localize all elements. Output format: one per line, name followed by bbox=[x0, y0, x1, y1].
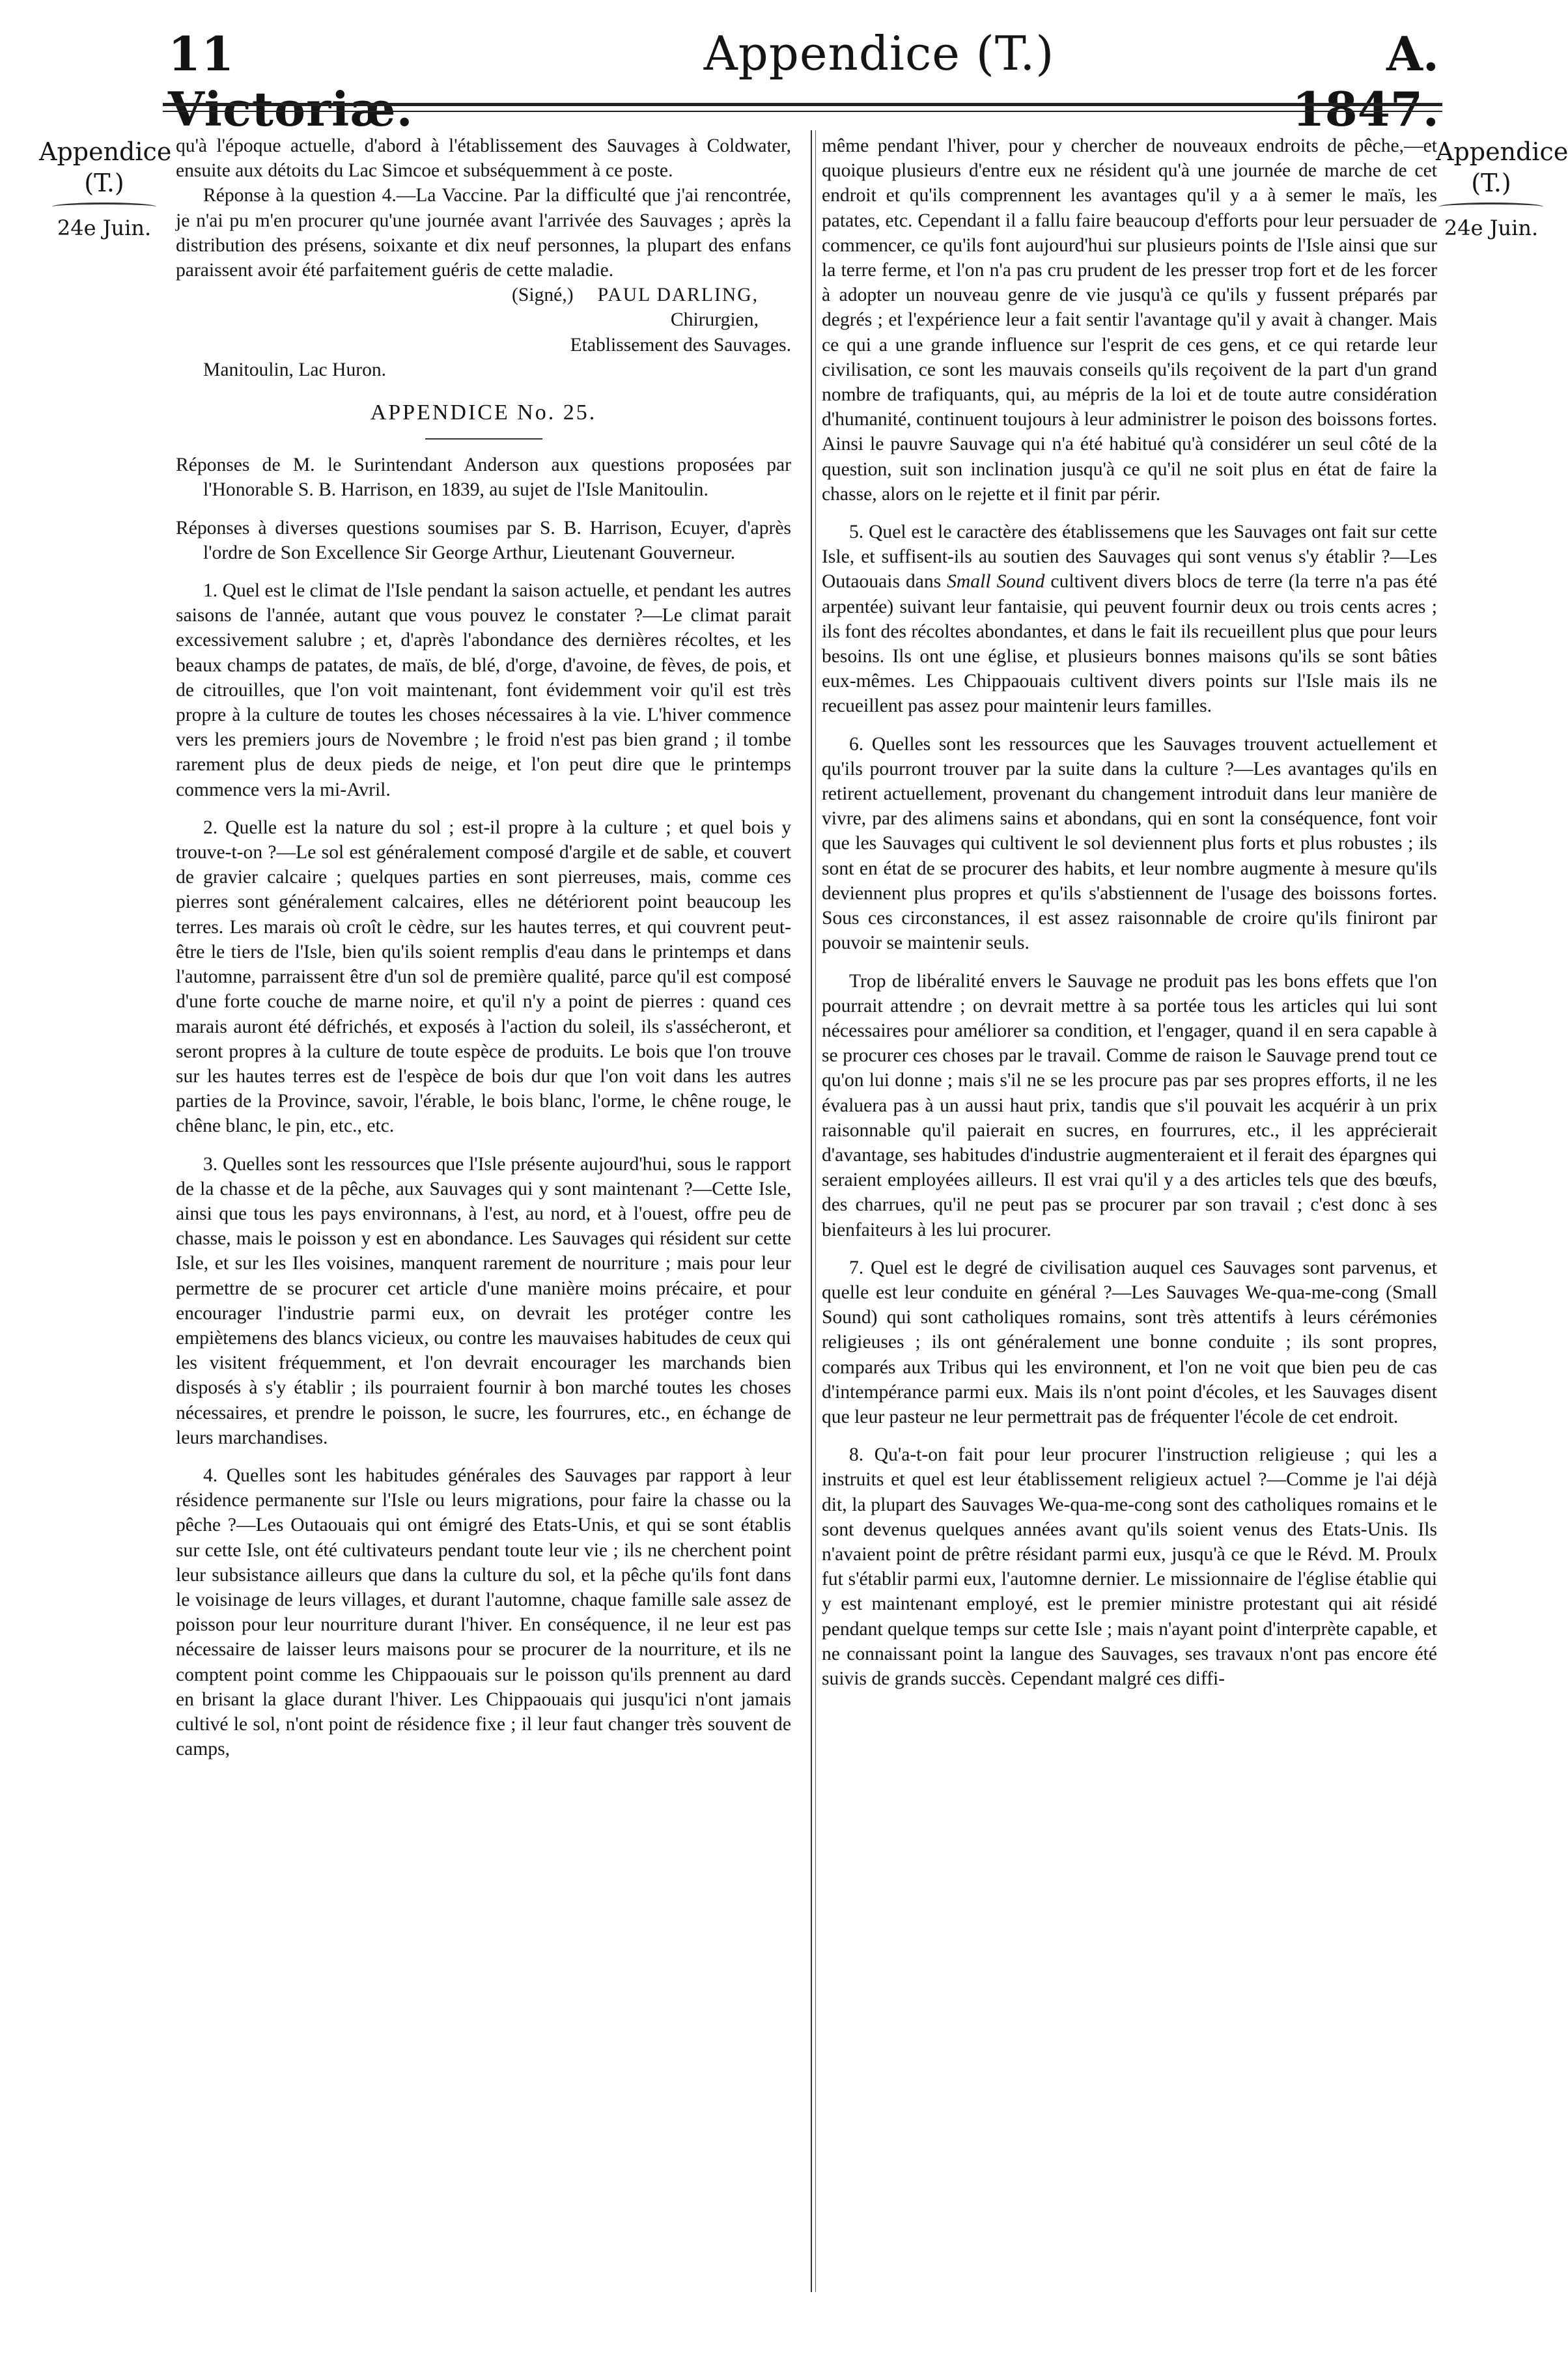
running-header-center: Appendice (T.) bbox=[703, 26, 1055, 81]
question-paragraph: 8. Qu'a-t-on fait pour leur procurer l'instruction religieuse ; qui les a instruits et quel est leur établissement religieux actuel ?—Comme je l'ai déjà dit, la plupart des Sauvages We-qua-me-cong sont des catholiques romains et le sont devenus quelques années avant qu'ils soient venus des Etats-Unis. Ils n'avaient point de prêtre résidant parmi eux, jusqu'à ce que le Révd. M. Proulx fut s'établir parmi eux, l'automne dernier. Le missionnaire de l'église établie qui y est maintenant employé, est le premier ministre protestant qui ait résidé pendant quelque temps sur cette Isle ; mais n'ayant point d'interprète capable, et ne connaissant point la langue des Sauvages, ses travaux n'ont pas encore été suivis de grands succès. Cependant malgré ces diffi- bbox=[822, 1444, 1437, 1689]
margin-code-label: (T.) bbox=[84, 168, 124, 197]
signature-title: Etablissement des Sauvages. bbox=[570, 334, 791, 356]
right-column bbox=[822, 133, 1437, 1691]
question-paragraph bbox=[822, 520, 1437, 719]
running-header-left: 11 Victoriæ. bbox=[168, 26, 413, 137]
header-rule-thick bbox=[163, 103, 1442, 106]
margin-appendice-label: Appendice bbox=[39, 137, 172, 166]
question-paragraph: 2. Quelle est la nature du sol ; est-il propre à la culture ; et quel bois y trouve-t-on ?—Le sol est généralement composé d'argile et de sable, et couvert de gravier calcaire ; quelques parties en sont pierreuses, mais, comme ces pierres sont généralement calcaires, elles ne détériorent point beaucoup les terres. Les marais où croît le cèdre, sur les hautes terres, et qui couvrent peut-être le tiers de l'Isle, bien qu'ils soient remplis d'eau dans le printemps et dans l'automne, parraissent être d'un sol de première qualité, parce qu'il est composé d'une forte couche de marne noire, et qu'il n'y a point de pierres : quand ces marais auront été défrichés, et exposés à l'action du soleil, ils s'assécheront, et seront propres à la culture de toute espèce de produits. Le bois que l'on trouve sur les hautes terres est de l'espèce de bois dur que l'on voit dans les autres parties de la Province, savoir, l'érable, le bois blanc, l'orme, le chêne rouge, le chêne blanc, le pin, etc., etc. bbox=[176, 817, 791, 1137]
paragraph: qu'à l'époque actuelle, d'abord à l'établissement des Sauvages à Coldwater, ensuite aux détoits du Lac Simcoe et subséquemment à ce poste. bbox=[176, 135, 791, 182]
column-divider bbox=[811, 130, 812, 2292]
appendix-heading: APPENDICE No. 25. bbox=[370, 400, 597, 425]
paragraph: Trop de libéralité envers le Sauvage ne produit pas les bons effets que l'on pourrait attendre ; on devrait mettre à sa portée tous les articles qui lui sont nécessaires pour améliorer sa condition, et l'engager, quand il en sera capable à se procurer ces choses par le travail. Comme de raison le Sauvage prend tout ce qu'on lui donne ; mais s'il ne se les procure pas par ses propres efforts, il ne les évaluera pas à un aussi haut prix, tandis que s'il pouvait les acquérir à un prix raisonnable qu'il paierait en sucres, en fourrures, etc., il les apprécierait d'avantage, ses habitudes d'industrie augmenteraient et il ferait des épargnes qui seraient employées ailleurs. Il est vrai qu'il y a des articles tels que des bœufs, des charrues, qu'il ne peut pas se procurer par son travail ; c'est donc à ses bienfaiteurs à les lui procurer. bbox=[822, 970, 1437, 1240]
margin-date-label: 24e Juin. bbox=[1444, 216, 1539, 240]
signature-title: Chirurgien, bbox=[670, 309, 759, 331]
margin-brace bbox=[52, 203, 156, 211]
place-line: Manitoulin, Lac Huron. bbox=[203, 359, 387, 380]
signature-line bbox=[176, 283, 791, 307]
left-margin-note bbox=[39, 137, 172, 241]
question-paragraph: 1. Quel est le climat de l'Isle pendant la saison actuelle, et pendant les autres saisons de l'année, autant que vous pouvez le constater ?—Le climat parait excessivement salubre ; et, d'après l'abondance des dernières récoltes, et les beaux champs de patates, de maïs, de blé, d'orge, d'avoine, de fèves, de pois, et de citrouilles, que l'on voit maintenant, font évidemment voir qu'il est très propre à la culture de toutes les choses nécessaires à la vie. L'hiver commence vers les premiers jours de Novembre ; le froid n'est pas bien grand ; il tombe rarement plus de deux pieds de neige, et l'on peut dire que le printemps commence vers la mi-Avril. bbox=[176, 580, 791, 800]
column-divider-inner bbox=[815, 130, 816, 2292]
left-column bbox=[176, 133, 791, 1761]
question-paragraph: 4. Quelles sont les habitudes générales des Sauvages par rapport à leur résidence permanente sur l'Isle ou leurs migrations, pour faire la chasse ou la pêche ?—Les Outaouais qui ont émigré des Etats-Unis, et qui se sont établis sur cette Isle, ont été cultivateurs pendant toute leur vie ; ils ne cherchent point leur subsistance ailleurs que dans la culture du sol, et la pêche qu'ils font dans le voisinage de leurs villages, et durant l'automne, chaque famille sale assez de poisson pour leur nourriture durant l'hiver. En conséquence, il ne leur est pas nécessaire de laisser leurs maisons pour se procurer de la nourriture, et ils ne comptent point comme les Chippaouais sur le poisson qu'ils prennent au dard en brisant la glace durant l'hiver. Les Chippaouais qui jusqu'ici n'ont jamais cultivé le sol, n'ont point de résidence fixe ; il leur faut changer très souvent de camps, bbox=[176, 1464, 791, 1760]
italic-text-run: Small Sound bbox=[947, 571, 1045, 593]
question-paragraph: 3. Quelles sont les ressources que l'Isle présente aujourd'hui, sous le rapport de la chasse et de la pêche, aux Sauvages qui y sont maintenant ?—Cette Isle, ainsi que tous les pays environnans, à l'est, au nord, et à l'ouest, offre peu de chasse, mais le poisson y est en abondance. Les Sauvages qui résident sur cette Isle, et sur les Iles voisines, manquent rarement de nourriture ; mais pour leur permettre de se procurer cet article d'une manière moins précaire, et pour encourager l'industrie parmi eux, on devrait les protéger contre les empiètemens des blancs vicieux, ou contre les mauvaises habitudes de ceux qui les visitent fréquemment, et l'on devrait encourager les marchands bien disposés à s'y établir ; ils pourraient fournir à bon marché toutes les choses nécessaires, et prendre le poisson, le sucre, les fourrures, etc., en échange de leurs marchandises. bbox=[176, 1153, 791, 1448]
appendix-intro: Réponses à diverses questions soumises par S. B. Harrison, Ecuyer, d'après l'ordre de Son Excellence Sir George Arthur, Lieutenant Gouverneur. bbox=[176, 517, 791, 563]
margin-date-label: 24e Juin. bbox=[57, 216, 152, 240]
running-header-right: A. 1847. bbox=[1292, 26, 1439, 137]
right-margin-note bbox=[1436, 137, 1568, 241]
margin-brace bbox=[1439, 203, 1543, 211]
question-paragraph: 6. Quelles sont les ressources que les Sauvages trouvent actuellement et qu'ils pourront trouver par la suite dans la culture ?—Les avantages qu'ils en retirent actuellement, provenant du changement introduit dans leur manière de vivre, par des alimens sains et abondans, qui en sont la conséquence, font voir que les Sauvages qui cultivent le sol deviennent plus forts et plus robustes ; ils sont en état de se procurer des habits, et leur nombre augmente à mesure qu'ils deviennent plus propres et qu'ils s'abstiennent de l'usage des boissons fortes. Sous ces circonstances, il est assez raisonnable de croire qu'ils finiront par pouvoir se maintenir seuls. bbox=[822, 733, 1437, 954]
header-rule-thin bbox=[163, 111, 1442, 112]
question-paragraph: 7. Quel est le degré de civilisation auquel ces Sauvages sont parvenus, et quelle est leur conduite en général ?—Les Sauvages We-qua-me-cong (Small Sound) qui sont catholiques romains, sont très attentifs à leurs cérémonies religieuses ; ils ont généralement une bonne conduite ; ils sont propres, comparés aux Tribus qui les environnent, et l'on ne voit que bien peu de cas d'intempérance parmi eux. Mais ils n'ont point d'écoles, et les Sauvages disent que leur pasteur ne leur permettrait pas de fréquenter l'école de cet endroit. bbox=[822, 1257, 1437, 1427]
signature-signed: (Signé,) bbox=[512, 285, 574, 306]
appendix-intro: Réponses de M. le Surintendant Anderson aux questions proposées par l'Honorable S. B. Harrison, en 1839, au sujet de l'Isle Manitoulin. bbox=[176, 455, 791, 501]
margin-code-label: (T.) bbox=[1471, 168, 1511, 197]
paragraph: même pendant l'hiver, pour y chercher de nouveaux endroits de pêche,—et quoique plusieurs d'entre eux ne résident qu'à une journée de marche de cet endroit et qu'ils comprennent les avantages qu'il y a à semer le maïs, les patates, etc. Cependant il a fallu faire beaucoup d'efforts pour leur persuader de commencer, ce qu'ils font aujourd'hui sur plusieurs points de l'Isle ainsi que sur la terre ferme, et l'on n'a pas cru prudent de les presser trop fort et de les forcer à adopter un nouveau genre de vie jusqu'à ce qu'ils y fussent préparés par degrés ; et l'expérience leur a fait sentir l'avantage qu'il y avait à changer. Mais ce qui a une grande influence sur l'esprit de ces gens, et ce qui retarde leur civilisation, ce sont les mauvais conseils qu'ils reçoivent de la part d'un grand nombre de trafiquants, qui, au mépris de la loi et de toute autre considération d'humanité, continuent toujours à leur administrer le poison des boissons fortes. Ainsi le pauvre Sauvage qui n'a été habitué qu'à considérer un seul côté de la question, suit son inclination jusqu'à ce qu'il ne soit plus en état de faire la chasse, alors on le rejette et il finit par périr. bbox=[822, 135, 1437, 505]
margin-appendice-label: Appendice bbox=[1436, 137, 1568, 166]
text-run: cultivent divers blocs de terre (la terre n'a pas été arpentée) suivant leur fantaisie, qui peuvent fournir deux ou trois cents acres ; ils font des récoltes abondantes, et dans le fait ils recueillent plus que pour leurs besoins. Ils ont une église, et plusieurs bonnes maisons qu'ils se sont bâties eux-mêmes. Les Chippaouais cultivent divers points sur l'Isle mais ils ne recueillent pas assez pour maintenir leurs familles. bbox=[822, 571, 1437, 717]
signature-name: PAUL DARLING, bbox=[597, 285, 759, 306]
text-run: 5. Quel est le caractère des établissemens que les Sauvages ont fait sur cette Isle, et suffisent-ils au soutien des Sauvages qui sont venus s'y établir ?—Les Outaouais dans bbox=[822, 522, 1437, 593]
paragraph: Réponse à la question 4.—La Vaccine. Par la difficulté que j'ai rencontrée, je n'ai pu m'en procurer qu'une journée avant l'arrivée des Sauvages ; après la distribution des présens, soixante et dix neuf personnes, la plupart des enfans paraissent avoir été parfaitement guéris de cette maladie. bbox=[176, 185, 791, 281]
